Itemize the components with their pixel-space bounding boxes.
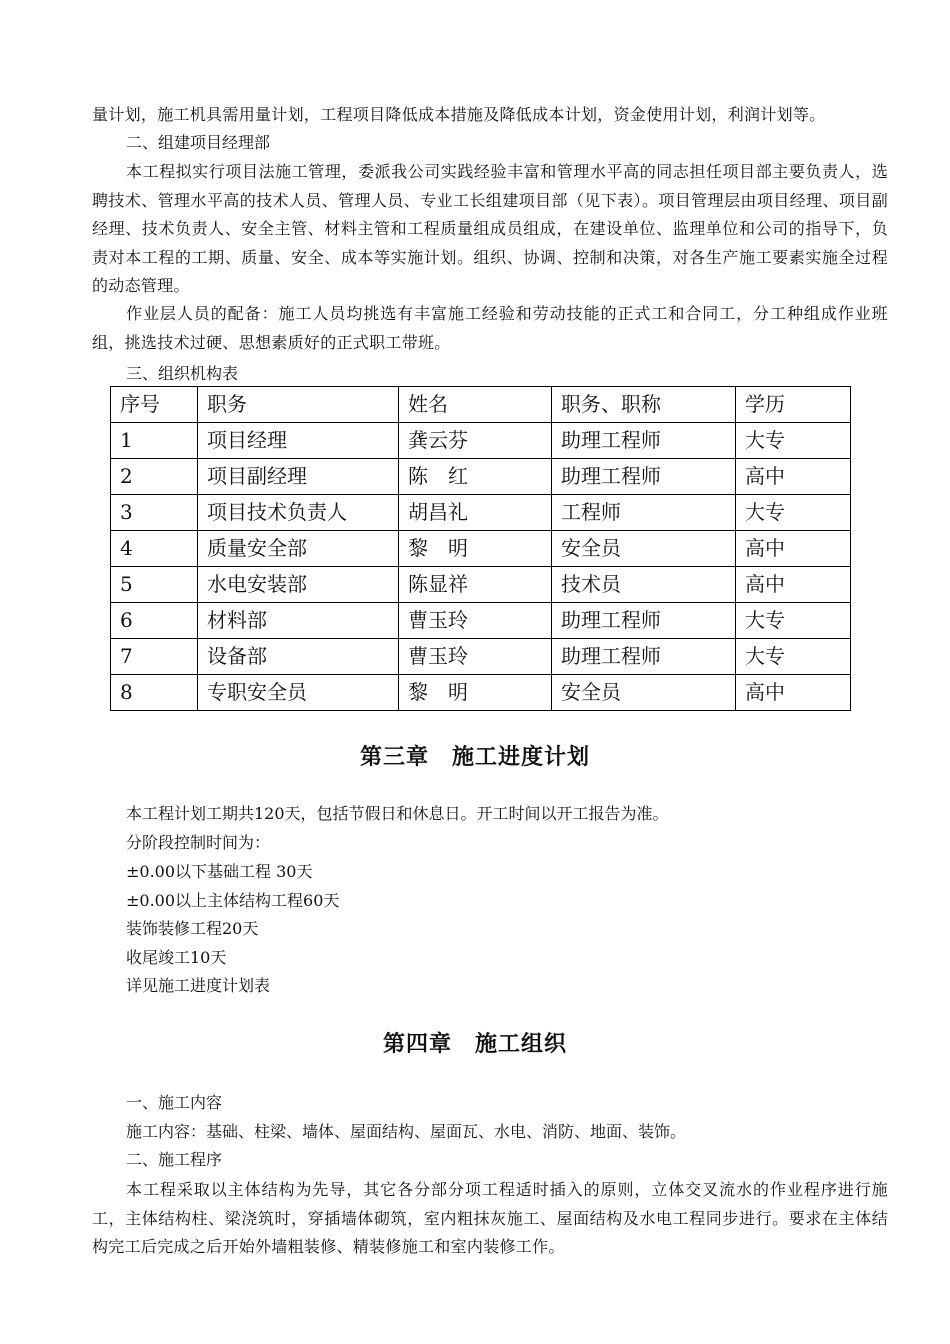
table-cell: 高中 [736,459,851,495]
table-cell: 大专 [736,639,851,675]
table-cell: 安全员 [552,675,736,711]
construction-content-text: 施工内容：基础、柱梁、墙体、屋面结构、屋面瓦、水电、消防、地面、装饰。 [126,1122,687,1141]
table-cell: 水电安装部 [198,567,399,603]
table-cell: 6 [111,603,198,639]
table-cell: 项目副经理 [198,459,399,495]
table-header-cell: 学历 [736,387,851,423]
paragraph-project-management: 本工程拟实行项目法施工管理，委派我公司实践经验丰富和管理水平高的同志担任项目部主要负责人，选聘技术、管理水平高的技术人员、管理人员、专业工长组建项目部（见下表）。项目管理层由项目经理、项目副经理、技术负责人、安全主管、材料主管和工程质量组成员组成，在建设单位、监理单位和公司的指导下，负责对本工程的工期、质量、安全、成本等实施计划。组织、协调、控制和决策，对各生产施工要素实施全过程的动态管理。 [92,162,888,295]
table-cell: 高中 [736,567,851,603]
table-cell: 助理工程师 [552,603,736,639]
table-row [111,459,851,495]
schedule-line: 分阶段控制时间为： [126,833,271,852]
table-cell: 工程师 [552,495,736,531]
table-row [111,603,851,639]
table-cell: 大专 [736,423,851,459]
section-heading-project-department: 二、组建项目经理部 [126,133,271,152]
table-row [111,567,851,603]
table-cell: 助理工程师 [552,423,736,459]
schedule-line: ±0.00以上主体结构工程60天 [126,891,340,910]
table-cell: 高中 [736,531,851,567]
table-row [111,423,851,459]
schedule-line: ±0.00以下基础工程 30天 [126,862,313,881]
table-cell: 陈显祥 [399,567,552,603]
table-cell: 陈 红 [399,459,552,495]
section-heading-construction-content: 一、施工内容 [126,1093,223,1112]
table-cell: 曹玉玲 [399,603,552,639]
org-structure-table [110,386,851,711]
table-row [111,531,851,567]
paragraph-work-layer-staff: 作业层人员的配备：施工人员均挑选有丰富施工经验和劳动技能的正式工和合同工，分工种组成作业班组，挑选技术过硬、思想素质好的正式职工带班。 [92,304,888,352]
table-cell: 材料部 [198,603,399,639]
table-cell: 胡昌礼 [399,495,552,531]
table-cell: 助理工程师 [552,639,736,675]
schedule-line: 装饰装修工程20天 [126,919,259,938]
paragraph-plan-list: 量计划，施工机具需用量计划，工程项目降低成本措施及降低成本计划，资金使用计划，利润计划等。 [92,105,826,124]
table-cell: 技术员 [552,567,736,603]
table-cell: 龚云芬 [399,423,552,459]
table-cell: 2 [111,459,198,495]
table-header-cell: 职务、职称 [552,387,736,423]
table-cell: 4 [111,531,198,567]
schedule-line: 收尾竣工10天 [126,948,227,967]
table-cell: 安全员 [552,531,736,567]
table-row [111,675,851,711]
chapter-3-title: 第三章 施工进度计划 [359,744,590,770]
section-heading-construction-procedure: 二、施工程序 [126,1150,223,1169]
table-cell: 专职安全员 [198,675,399,711]
table-cell: 项目经理 [198,423,399,459]
org-table-body [111,387,851,711]
table-cell: 黎 明 [399,531,552,567]
table-cell: 项目技术负责人 [198,495,399,531]
table-cell: 曹玉玲 [399,639,552,675]
schedule-line: 本工程计划工期共120天，包括节假日和休息日。开工时间以开工报告为准。 [126,804,669,823]
table-cell: 1 [111,423,198,459]
table-cell: 助理工程师 [552,459,736,495]
table-header-cell: 姓名 [399,387,552,423]
table-cell: 黎 明 [399,675,552,711]
table-cell: 高中 [736,675,851,711]
chapter-4-title: 第四章 施工组织 [382,1031,567,1057]
table-cell: 质量安全部 [198,531,399,567]
paragraph-construction-procedure: 本工程采取以主体结构为先导，其它各分部分项工程适时插入的原则，立体交叉流水的作业程序进行施工，主体结构柱、梁浇筑时，穿插墙体砌筑，室内粗抹灰施工、屋面结构及水电工程同步进行。要求在主体结构完工后完成之后开始外墙粗装修、精装修施工和室内装修工作。 [92,1180,888,1256]
table-cell: 大专 [736,603,851,639]
section-heading-org-table: 三、组织机构表 [126,364,239,383]
table-cell: 7 [111,639,198,675]
table-cell: 大专 [736,495,851,531]
table-header-cell: 职务 [198,387,399,423]
table-cell: 5 [111,567,198,603]
table-cell: 3 [111,495,198,531]
table-row [111,639,851,675]
table-header-cell: 序号 [111,387,198,423]
table-cell: 设备部 [198,639,399,675]
table-cell: 8 [111,675,198,711]
schedule-line: 详见施工进度计划表 [126,976,271,995]
table-header-row [111,387,851,423]
table-row [111,495,851,531]
